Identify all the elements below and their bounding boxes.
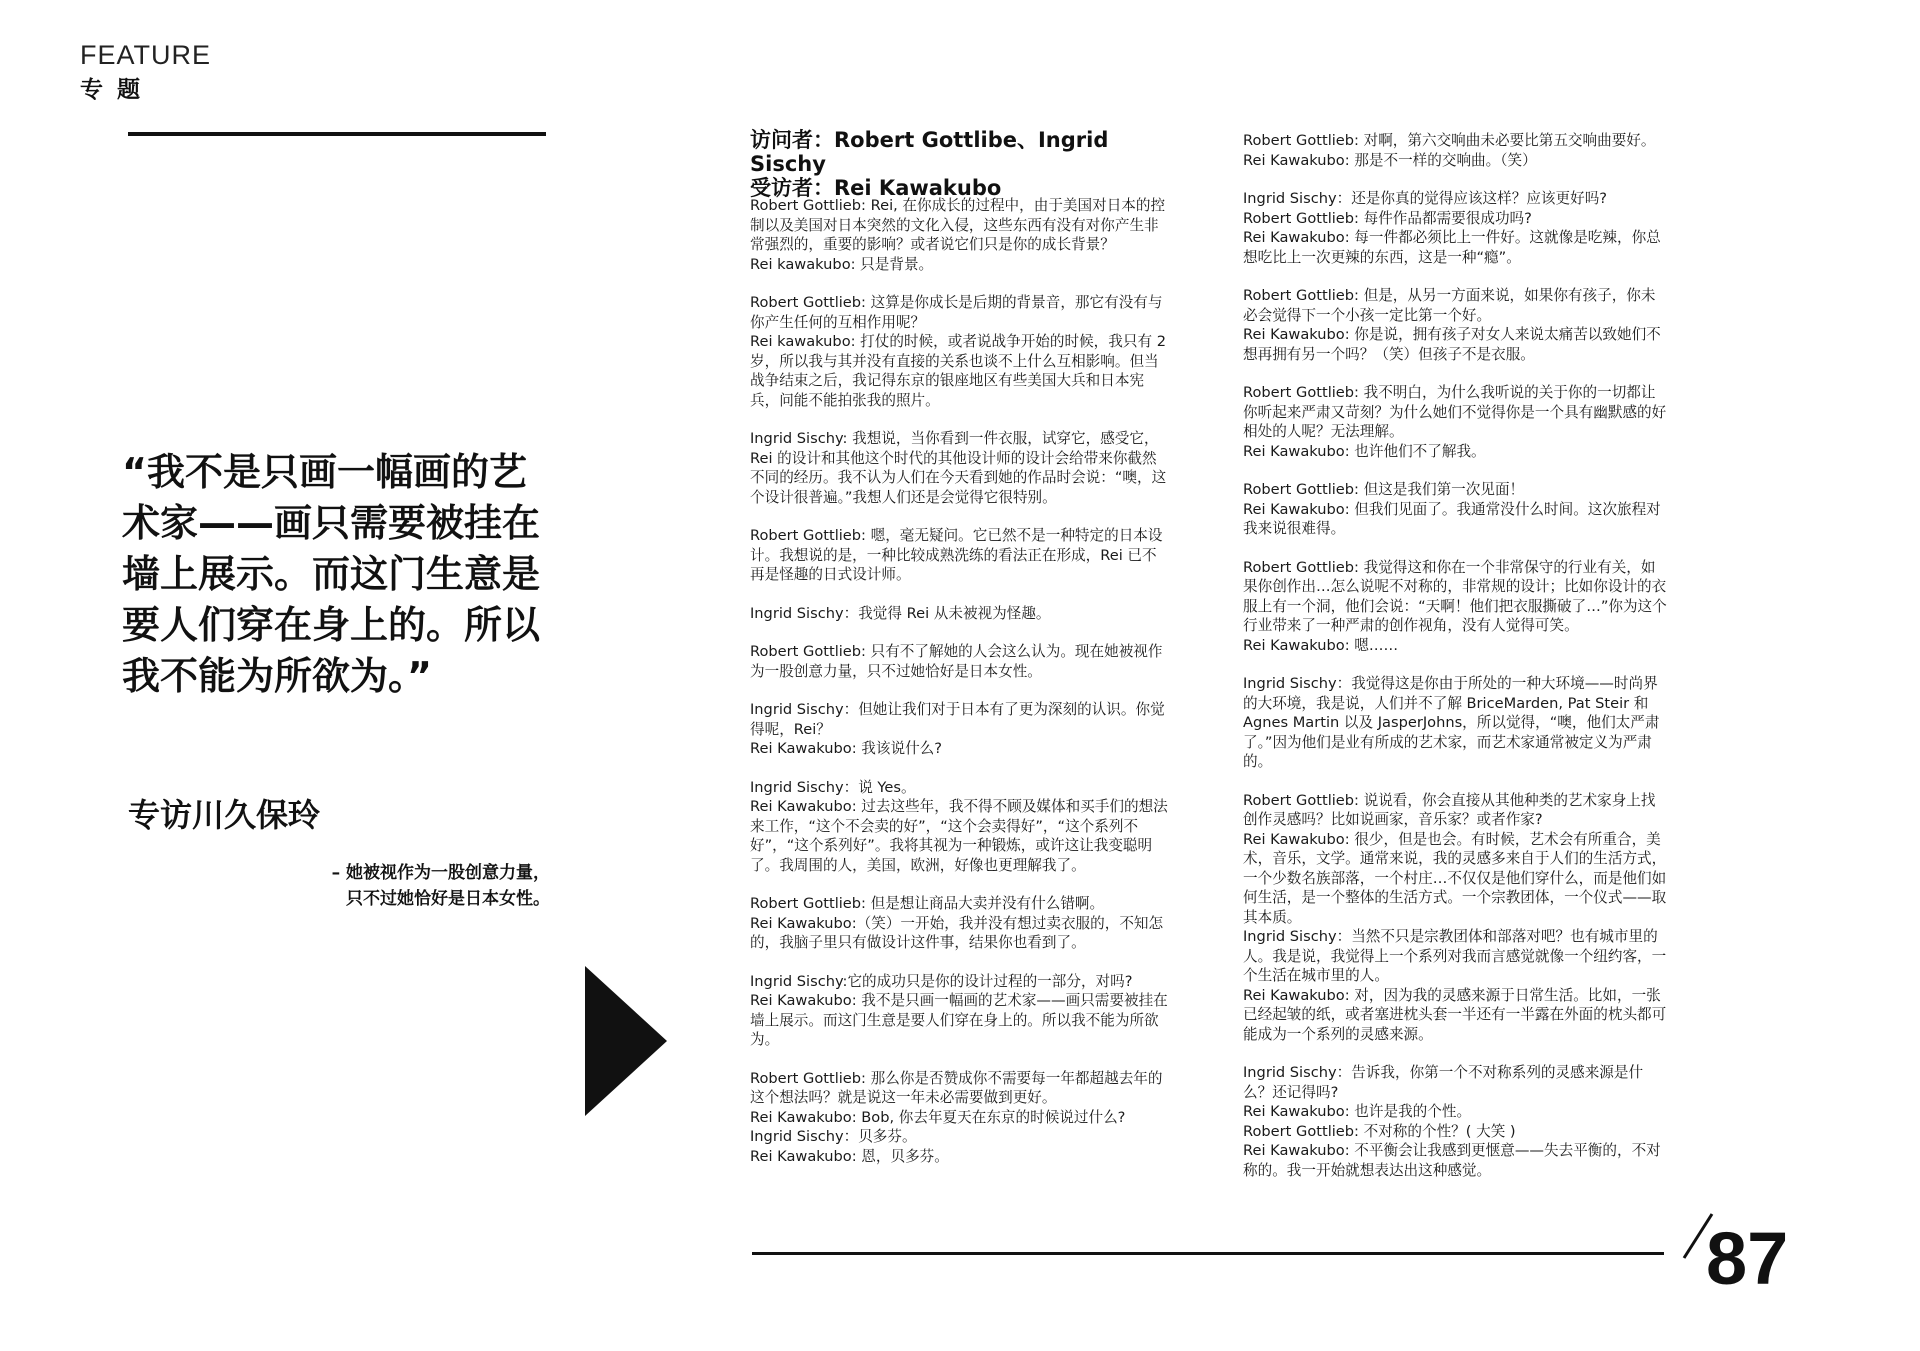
section-label-en: FEATURE	[80, 40, 212, 70]
subject-title: 专访川久保玲	[128, 796, 321, 834]
dialogue-line: Rei Kawakubo: 也许是我的个性。	[1243, 1103, 1472, 1120]
dialogue-entry	[750, 429, 1170, 507]
dialogue-line: Rei Kawakubo: 我该说什么?	[750, 740, 943, 757]
dialogue-line: Robert Gottlieb: 对啊，第六交响曲未必要比第五交响曲要好。	[1243, 132, 1656, 149]
dialogue-entry	[1243, 674, 1668, 772]
dialogue-line: Ingrid Sischy：说 Yes。	[750, 778, 916, 796]
dialogue-entry	[750, 642, 1170, 681]
dialogue-entry	[750, 526, 1170, 585]
section-label-cn: 专 题	[80, 77, 144, 103]
dialogue-entry	[750, 293, 1170, 410]
dialogue-line: Ingrid Sischy: 我想说，当你看到一件衣服，试穿它，感受它，Rei 的设计和其他这个时代的其他设计师的设计会给带来你截然不同的经历。我不认为人们在今天看到她的作品时会说：“噢，这个设计很普遍。”我想人们还是会觉得它很特别。	[750, 430, 1167, 506]
dialogue-line: Rei Kawakubo: 但我们见面了。我通常没什么时间。这次旅程对我来说很难得。	[1243, 500, 1661, 537]
dialogue-line: Robert Gottlieb: 只有不了解她的人会这么认为。现在她被视作为一股创意力量，只不过她恰好是日本女性。	[750, 643, 1163, 680]
dialogue-line: Rei Kawakubo: 也许他们不了解我。	[1243, 442, 1486, 460]
dialogue-line: Robert Gottlieb: 我觉得这和你在一个非常保守的行业有关，如果你创作出…怎么说呢不对称的，非常规的设计；比如你设计的衣服上有一个洞，他们会说：“天啊！他们把衣服撕破了…”你为这个行业带来了一种严肃的创作视角，没有人觉得可笑。	[1243, 558, 1667, 634]
dialogue-line: Ingrid Sischy：告诉我，你第一个不对称系列的灵感来源是什么？还记得吗?	[1243, 1064, 1644, 1101]
top-divider	[128, 132, 546, 136]
dialogue-line: Rei Kawakubo: 你是说，拥有孩子对女人来说太痛苦以致她们不想再拥有另一个吗？（笑）但孩子不是衣服。	[1243, 326, 1661, 363]
dialogue-line: Robert Gottlieb: 但是想让商品大卖并没有什么错啊。	[750, 895, 1105, 912]
dialogue-line: Rei Kawakubo:（笑）一开始，我并没有想过卖衣服的，不知怎的，我脑子里只有做设计这件事，结果你也看到了。	[750, 914, 1164, 951]
dialogue-entry	[750, 604, 1170, 624]
dialogue-line: Robert Gottlieb: 不对称的个性？( 大笑 )	[1243, 1122, 1516, 1140]
dialogue-entry	[1243, 791, 1668, 1045]
dialogue-entry	[1243, 383, 1668, 461]
page-number: 87	[1706, 1217, 1789, 1300]
dialogue-line: Robert Gottlieb: 这算是你成长是后期的背景音，那它有没有与你产生任何的互相作用呢？	[750, 294, 1163, 331]
dialogue-line: Ingrid Sischy：贝多芬。	[750, 1128, 917, 1145]
dialogue-line: Ingrid Sischy:它的成功只是你的设计过程的一部分，对吗?	[750, 972, 1133, 990]
dialogue-line: Robert Gottlieb: 说说看，你会直接从其他种类的艺术家身上找创作灵感吗？比如说画家，音乐家？或者作家?	[1243, 791, 1656, 828]
subject-subtitle	[270, 860, 550, 912]
dialogue-entry	[750, 972, 1170, 1050]
dialogue-line: Ingrid Sischy：当然不只是宗教团体和部落对吧？也有城市里的人。我是说，我觉得上一个系列对我而言感觉就像一个纽约客，一个生活在城市里的人。	[1243, 928, 1667, 984]
subject-subtitle-line: – 她被视作为一股创意力量，	[331, 863, 550, 883]
dialogue-line: Rei Kawakubo: 恩，贝多芬。	[750, 1147, 949, 1165]
dialogue-entry	[1243, 189, 1668, 267]
dialogue-line: Ingrid Sischy：我觉得 Rei 从未被视为怪趣。	[750, 604, 1051, 622]
dialogue-line: Robert Gottlieb: 那么你是否赞成你不需要每一年都超越去年的这个想法吗？就是说这一年未必需要做到更好。	[750, 1069, 1163, 1106]
dialogue-line: Rei Kawakubo: 很少，但是也会。有时候，艺术会有所重合，美术，音乐，文学。通常来说，我的灵感多来自于人们的生活方式，一个少数名族部落，一个村庄…不仅仅是他们穿什么，而是他们如何生活，是一个整体的生活方式。一个宗教团体，一个仪式——取其本质。	[1243, 830, 1667, 926]
interview-column-1	[750, 196, 1170, 1185]
dialogue-line: Rei Kawakubo: 那是不一样的交响曲。（笑）	[1243, 151, 1537, 169]
dialogue-line: Rei kawakubo: 只是背景。	[750, 255, 934, 273]
dialogue-line: Rei Kawakubo: 不平衡会让我感到更惬意——失去平衡的，不对称的。我一开始就想表达出这种感觉。	[1243, 1142, 1661, 1179]
dialogue-entry	[1243, 558, 1668, 656]
dialogue-entry	[750, 778, 1170, 876]
dialogue-line: Robert Gottlieb: 但是，从另一方面来说，如果你有孩子，你未必会觉得下一个小孩一定比第一个好。	[1243, 287, 1656, 324]
dialogue-entry	[1243, 286, 1668, 364]
dialogue-line: Rei kawakubo: 打仗的时候，或者说战争开始的时候，我只有 2 岁，所以我与其并没有直接的关系也谈不上什么互相影响。但当战争结束之后，我记得东京的银座地区有些美国大兵和日本宪兵，问能不能拍张我的照片。	[750, 333, 1166, 409]
interview-column-2	[1243, 131, 1668, 1199]
dialogue-line: Robert Gottlieb: 嗯，毫无疑问。它已然不是一种特定的日本设计。我想说的是，一种比较成熟洗练的看法正在形成，Rei 已不再是怪趣的日式设计师。	[750, 527, 1163, 583]
dialogue-entry	[1243, 1063, 1668, 1180]
triangle-arrow-icon	[585, 966, 667, 1116]
dialogue-line: Ingrid Sischy：但她让我们对于日本有了更为深刻的认识。你觉得呢，Rei？	[750, 701, 1165, 738]
interviewers-line: 访问者：Robert Gottlibe、Ingrid Sischy	[750, 128, 1109, 176]
dialogue-line: Rei Kawakubo: Bob, 你去年夏天在东京的时候说过什么?	[750, 1108, 1126, 1126]
dialogue-line: Ingrid Sischy：还是你真的觉得应该这样？应该更好吗?	[1243, 190, 1608, 207]
dialogue-entry	[750, 196, 1170, 274]
dialogue-entry	[750, 1069, 1170, 1167]
dialogue-entry	[1243, 480, 1668, 539]
dialogue-line: Robert Gottlieb: 每件作品都需要很成功吗?	[1243, 209, 1532, 227]
dialogue-entry	[750, 700, 1170, 759]
dialogue-line: Robert Gottlieb: Rei, 在你成长的过程中，由于美国对日本的控制以及美国对日本突然的文化入侵，这些东西有没有对你产生非常强烈的，重要的影响？或者说它们只是你的成长背景？	[750, 197, 1166, 253]
dialogue-line: Robert Gottlieb: 但这是我们第一次见面！	[1243, 481, 1525, 498]
pull-quote: “我不是只画一幅画的艺术家——画只需要被挂在墙上展示。而这门生意是要人们穿在身上的。所以我不能为所欲为。”	[122, 450, 541, 698]
dialogue-entry	[1243, 131, 1668, 170]
interviewee-line: 受访者：Rei Kawakubo	[750, 176, 1002, 200]
dialogue-line: Rei Kawakubo: 对，因为我的灵感来源于日常生活。比如，一张已经起皱的纸，或者塞进枕头套一半还有一半露在外面的枕头都可能成为一个系列的灵感来源。	[1243, 986, 1667, 1043]
subject-subtitle-line: 只不过她恰好是日本女性。	[346, 889, 550, 909]
dialogue-line: Ingrid Sischy：我觉得这是你由于所处的一种大环境——时尚界的大环境，我是说，人们并不了解 BriceMarden, Pat Steir 和 Agnes Martin 以及 JasperJohns，所以觉得，“噢，他们太严肃了。”因为他们是业有所成的艺术家，而艺术家通常被定义为严肃的。	[1243, 675, 1660, 770]
dialogue-entry	[750, 894, 1170, 953]
interview-header	[750, 128, 1190, 200]
dialogue-line: Robert Gottlieb: 我不明白，为什么我听说的关于你的一切都让你听起来严肃又苛刻？为什么她们不觉得你是一个具有幽默感的好相处的人呢？无法理解。	[1243, 384, 1667, 440]
dialogue-line: Rei Kawakubo: 过去这些年，我不得不顾及媒体和买手们的想法来工作，“这个不会卖的好”，“这个会卖得好”，“这个系列不好”，“这个系列好”。我将其视为一种锻炼，或许这让我变聪明了。我周围的人，美国，欧洲，好像也更理解我了。	[750, 798, 1168, 874]
bottom-divider	[752, 1252, 1664, 1255]
dialogue-line: Rei Kawakubo: 我不是只画一幅画的艺术家——画只需要被挂在墙上展示。而这门生意是要人们穿在身上的。所以我不能为所欲为。	[750, 992, 1168, 1048]
dialogue-line: Rei Kawakubo: 每一件都必须比上一件好。这就像是吃辣，你总想吃比上一次更辣的东西，这是一种“瘾”。	[1243, 229, 1661, 266]
dialogue-line: Rei Kawakubo: 嗯……	[1243, 636, 1399, 654]
